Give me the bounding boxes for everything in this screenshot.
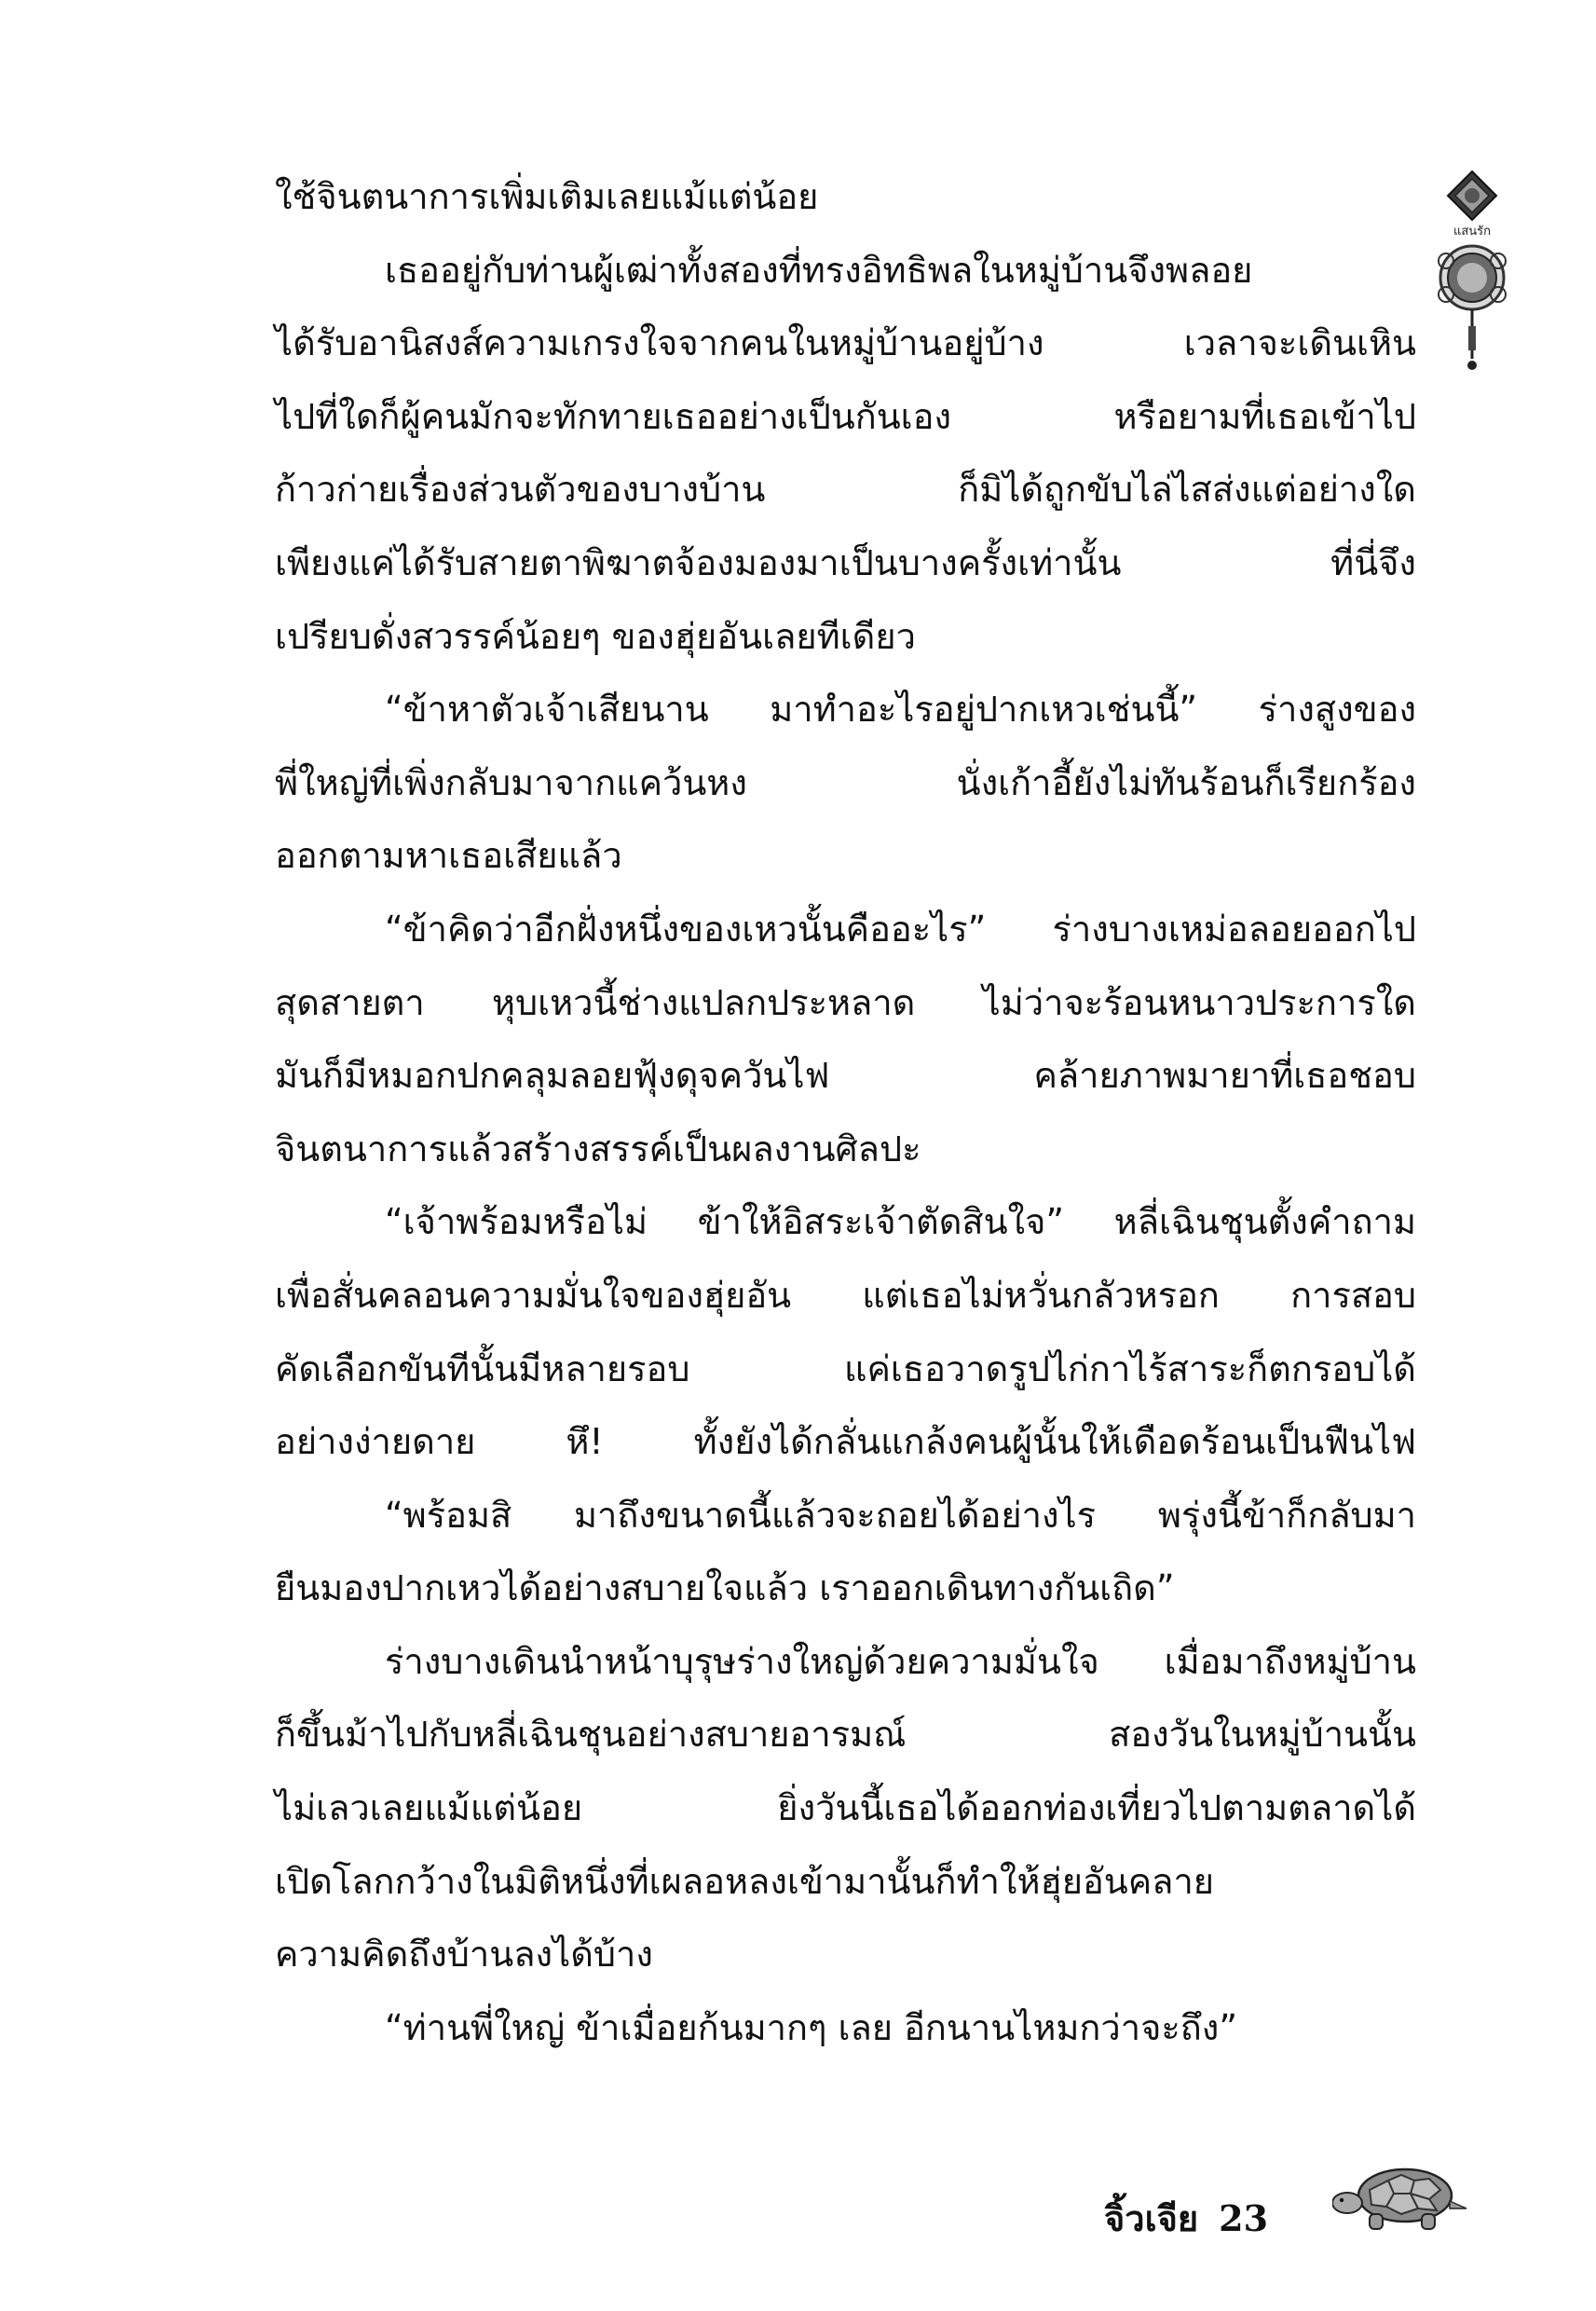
text-line: ความคิดถึงบ้านลงได้บ้าง <box>275 1934 653 1976</box>
book-title: จิ้วเจีย <box>1104 2197 1199 2239</box>
text-line: ยืนมองปากเหวได้อย่างสบายใจแล้ว เราออกเดินทางกันเถิด” <box>275 1567 1175 1609</box>
text-line: คัดเลือกขันทีนั้นมีหลายรอบ แค่เธอวาดรูปไก่กาไร้สาระก็ตกรอบได้ <box>275 1347 1416 1389</box>
text-line: “พร้อมสิ มาถึงขนาดนี้แล้วจะถอยได้อย่างไร พรุ่งนี้ข้าก็กลับมา <box>385 1494 1416 1536</box>
text-line: เปิดโลกกว้างในมิติหนึ่งที่เผลอหลงเข้ามานั้นก็ทำให้ฮุ่ยอันคลาย <box>275 1860 1215 1902</box>
text-line: ร่างบางเดินนำหน้าบุรุษร่างใหญ่ด้วยความมั่นใจ เมื่อมาถึงหมู่บ้าน <box>385 1640 1416 1682</box>
page-footer <box>1104 2190 1268 2247</box>
text-line: เพียงแค่ได้รับสายตาพิฆาตจ้องมองมาเป็นบางครั้งเท่านั้น ที่นี่จึง <box>275 541 1416 583</box>
text-line: ออกตามหาเธอเสียแล้ว <box>275 835 622 877</box>
page-number: 23 <box>1219 2197 1269 2239</box>
ornament-label: แสนรัก <box>1453 225 1492 239</box>
text-line: “เจ้าพร้อมหรือไม่ ข้าให้อิสระเจ้าตัดสินใจ” หลี่เฉินชุนตั้งคำถาม <box>385 1201 1416 1243</box>
text-line: ก็ขึ้นม้าไปกับหลี่เฉินชุนอย่างสบายอารมณ์ สองวันในหมู่บ้านนั้น <box>275 1714 1416 1756</box>
text-line: พี่ใหญ่ที่เพิ่งกลับมาจากแคว้นหง นั่งเก้าอี้ยังไม่ทันร้อนก็เรียกร้อง <box>275 761 1416 803</box>
text-line: เพื่อสั่นคลอนความมั่นใจของฮุ่ยอัน แต่เธอไม่หวั่นกลัวหรอก การสอบ <box>275 1274 1416 1316</box>
publisher-logo-icon <box>1435 168 1509 382</box>
text-line: ได้รับอานิสงส์ความเกรงใจจากคนในหมู่บ้านอยู่บ้าง เวลาจะเดินเหิน <box>275 322 1416 364</box>
text-line: สุดสายตา หุบเหวนี้ช่างแปลกประหลาด ไม่ว่าจะร้อนหนาวประการใด <box>275 981 1416 1023</box>
text-line: เปรียบดั่งสวรรค์น้อยๆ ของฮุ่ยอันเลยทีเดียว <box>275 615 916 657</box>
text-line: เธออยู่กับท่านผู้เฒ่าทั้งสองที่ทรงอิทธิพลในหมู่บ้านจึงพลอย <box>385 249 1253 291</box>
text-line: ไปที่ใดก็ผู้คนมักจะทักทายเธออย่างเป็นกันเอง หรือยามที่เธอเข้าไป <box>275 395 1416 437</box>
turtle-icon <box>1332 2153 1472 2236</box>
text-line: “ท่านพี่ใหญ่ ข้าเมื่อยก้นมากๆ เลย อีกนานไหมกว่าจะถึง” <box>385 2006 1238 2048</box>
text-line: จินตนาการแล้วสร้างสรรค์เป็นผลงานศิลปะ <box>275 1128 921 1169</box>
text-line: ใช้จินตนาการเพิ่มเติมเลยแม้แต่น้อย <box>275 176 819 217</box>
body-text <box>275 160 1416 2064</box>
text-line: “ข้าหาตัวเจ้าเสียนาน มาทำอะไรอยู่ปากเหวเช่นนี้” ร่างสูงของ <box>385 689 1416 731</box>
text-line: มันก็มีหมอกปกคลุมลอยฟุ้งดุจควันไฟ คล้ายภาพมายาที่เธอชอบ <box>275 1055 1416 1097</box>
text-line: ก้าวก่ายเรื่องส่วนตัวของบางบ้าน ก็มิได้ถูกขับไล่ไสส่งแต่อย่างใด <box>275 469 1416 511</box>
text-line: อย่างง่ายดาย หึ! ทั้งยังได้กลั่นแกล้งคนผู้นั้นให้เดือดร้อนเป็นฟืนไฟ <box>275 1421 1416 1463</box>
text-line: ไม่เลวเลยแม้แต่น้อย ยิ่งวันนี้เธอได้ออกท่องเที่ยวไปตามตลาดได้ <box>275 1787 1416 1829</box>
text-line: “ข้าคิดว่าอีกฝั่งหนึ่งของเหวนั้นคืออะไร” ร่างบางเหม่อลอยออกไป <box>385 908 1416 950</box>
